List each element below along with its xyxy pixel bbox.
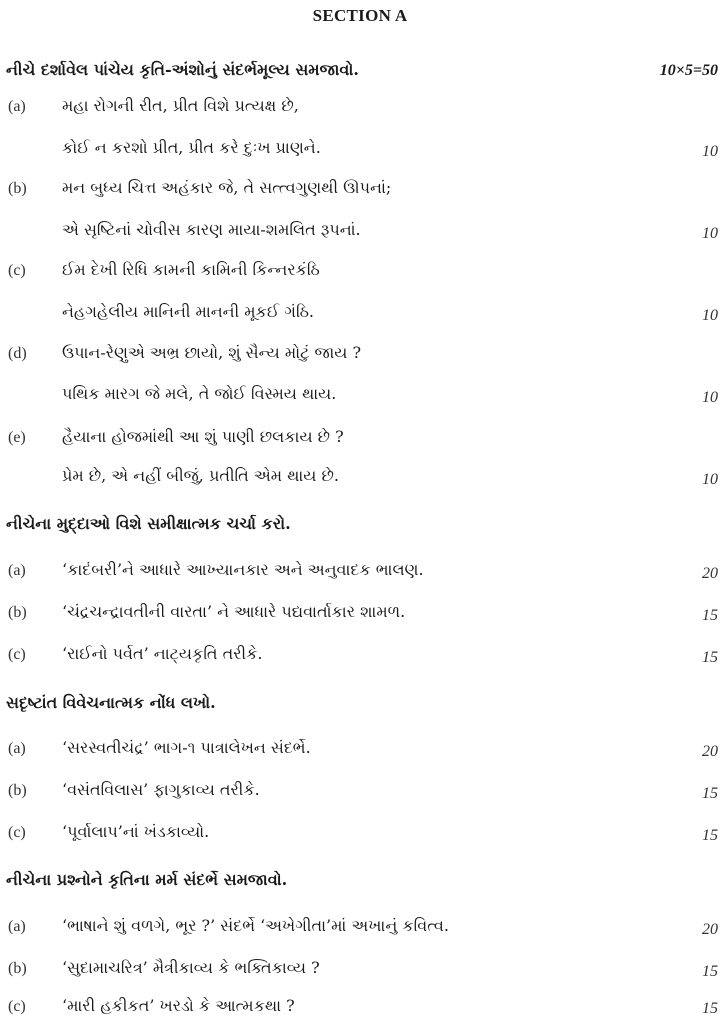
- q4-item-c-marks: 15: [702, 1000, 718, 1017]
- q3-item-c-label: (c): [8, 824, 26, 841]
- q4-item-c-text: ‘મારી હકીકત’ ખરડો કે આત્મકથા ?: [62, 996, 295, 1015]
- q1-item-b-marks: 10: [702, 225, 718, 242]
- q4-item-b-marks: 15: [702, 963, 718, 980]
- q1-item-c-label: (c): [8, 262, 26, 279]
- q1-item-d-marks: 10: [702, 389, 718, 406]
- q1-item-b-line-2: એ સૃષ્ટિનાં ચોવીસ કારણ માયા-શમલિત રૂપનાં.: [62, 220, 361, 239]
- q1-item-e-marks: 10: [702, 471, 718, 488]
- q1-item-d-label: (d): [8, 345, 27, 362]
- question-1-heading: નીચે દર્શાવેલ પાંચેય કૃતિ-અંશોનું સંદર્ભમૂલ્ય સમજાવો.: [6, 60, 359, 79]
- q2-item-c-label: (c): [8, 646, 26, 663]
- q1-item-a-label: (a): [8, 98, 26, 115]
- q1-item-c-line-2: નેહગહેલીય માનિની માનની મૂકઈ ગંઠિ.: [62, 302, 314, 321]
- q1-item-c-marks: 10: [702, 307, 718, 324]
- q1-item-e-line-1: હૈયાના હોજમાંથી આ શું પાણી છલકાય છે ?: [62, 427, 344, 446]
- q1-item-d-line-1: ઉપાન-રેણુએ અભ્ર છાયો, શું સૈન્ય મોટું જાય ?: [62, 343, 362, 362]
- q4-item-c-label: (c): [8, 998, 26, 1015]
- question-2-heading: નીચેના મુદ્દાઓ વિશે સમીક્ષાત્મક ચર્ચા કરો.: [6, 514, 291, 533]
- q1-item-e-label: (e): [8, 429, 26, 446]
- q4-item-a-marks: 20: [702, 921, 718, 938]
- q4-item-b-label: (b): [8, 960, 27, 977]
- q1-item-a-line-2: કોઈ ન કરશો પ્રીત, પ્રીત કરે દુઃખ પ્રાણને.: [62, 138, 321, 157]
- q2-item-c-marks: 15: [702, 649, 718, 666]
- q3-item-c-text: ‘પૂર્વાલાપ’નાં ખંડકાવ્યો.: [62, 822, 210, 841]
- q2-item-c-text: ‘રાઈનો પર્વત’ નાટ્યકૃતિ તરીકે.: [62, 644, 263, 663]
- q1-item-a-marks: 10: [702, 143, 718, 160]
- q1-item-c-line-1: ઈમ દેખી રિધિ કામની કામિની કિન્નરકંઠિ: [62, 260, 320, 279]
- section-title: SECTION A: [312, 6, 408, 25]
- q2-item-b-text: ‘ચંદ્રચન્દ્રાવતીની વારતા’ ને આધારે પદ્યવાર્તાકાર શામળ.: [62, 602, 406, 621]
- q3-item-a-marks: 20: [702, 743, 718, 760]
- q1-item-a-line-1: મહા રોગની રીત, પ્રીત વિશે પ્રત્યક્ષ છે,: [62, 96, 299, 115]
- q4-item-b-text: ‘સુદામાચરિત્ર’ મૈત્રીકાવ્ય કે ભક્તિકાવ્ય ?: [62, 958, 320, 977]
- question-3-heading: સદૃષ્ટાંત વિવેચનાત્મક નોંધ લખો.: [6, 693, 216, 712]
- q4-item-a-label: (a): [8, 918, 26, 935]
- q2-item-a-label: (a): [8, 562, 26, 579]
- q1-item-b-label: (b): [8, 180, 27, 197]
- q1-item-b-line-1: મન બુધ્ય ચિત્ત અહંકાર જે, તે સત્ત્વગુણથી ઊપનાં;: [62, 178, 392, 197]
- q2-item-a-marks: 20: [702, 565, 718, 582]
- q3-item-c-marks: 15: [702, 827, 718, 844]
- q1-item-d-line-2: પથિક મારગ જે મલે, તે જોઈ વિસ્મય થાય.: [62, 384, 337, 403]
- q3-item-a-text: ‘સરસ્વતીચંદ્ર’ ભાગ-૧ પાત્રાલેખન સંદર્ભે.: [62, 738, 311, 757]
- q4-item-a-text: ‘ભાષાને શું વળગે, ભૂર ?’ સંદર્ભે ‘અખેગીતા’માં અખાનું કવિત્વ.: [62, 916, 449, 935]
- q3-item-a-label: (a): [8, 740, 26, 757]
- q2-item-b-marks: 15: [702, 607, 718, 624]
- q3-item-b-text: ‘વસંતવિલાસ’ ફાગુકાવ્ય તરીકે.: [62, 780, 260, 799]
- q2-item-a-text: ‘કાદંબરી’ને આધારે આખ્યાનકાર અને અનુવાદક ભાલણ.: [62, 560, 424, 579]
- q3-item-b-label: (b): [8, 782, 27, 799]
- q1-item-e-line-2: પ્રેમ છે, એ નહીં બીજું, પ્રતીતિ એમ થાય છે.: [62, 466, 339, 485]
- question-4-heading: નીચેના પ્રશ્નોને કૃતિના મર્મ સંદર્ભે સમજાવો.: [6, 870, 288, 889]
- q2-item-b-label: (b): [8, 604, 27, 621]
- q3-item-b-marks: 15: [702, 785, 718, 802]
- question-1-total-marks: 10×5=50: [659, 62, 718, 79]
